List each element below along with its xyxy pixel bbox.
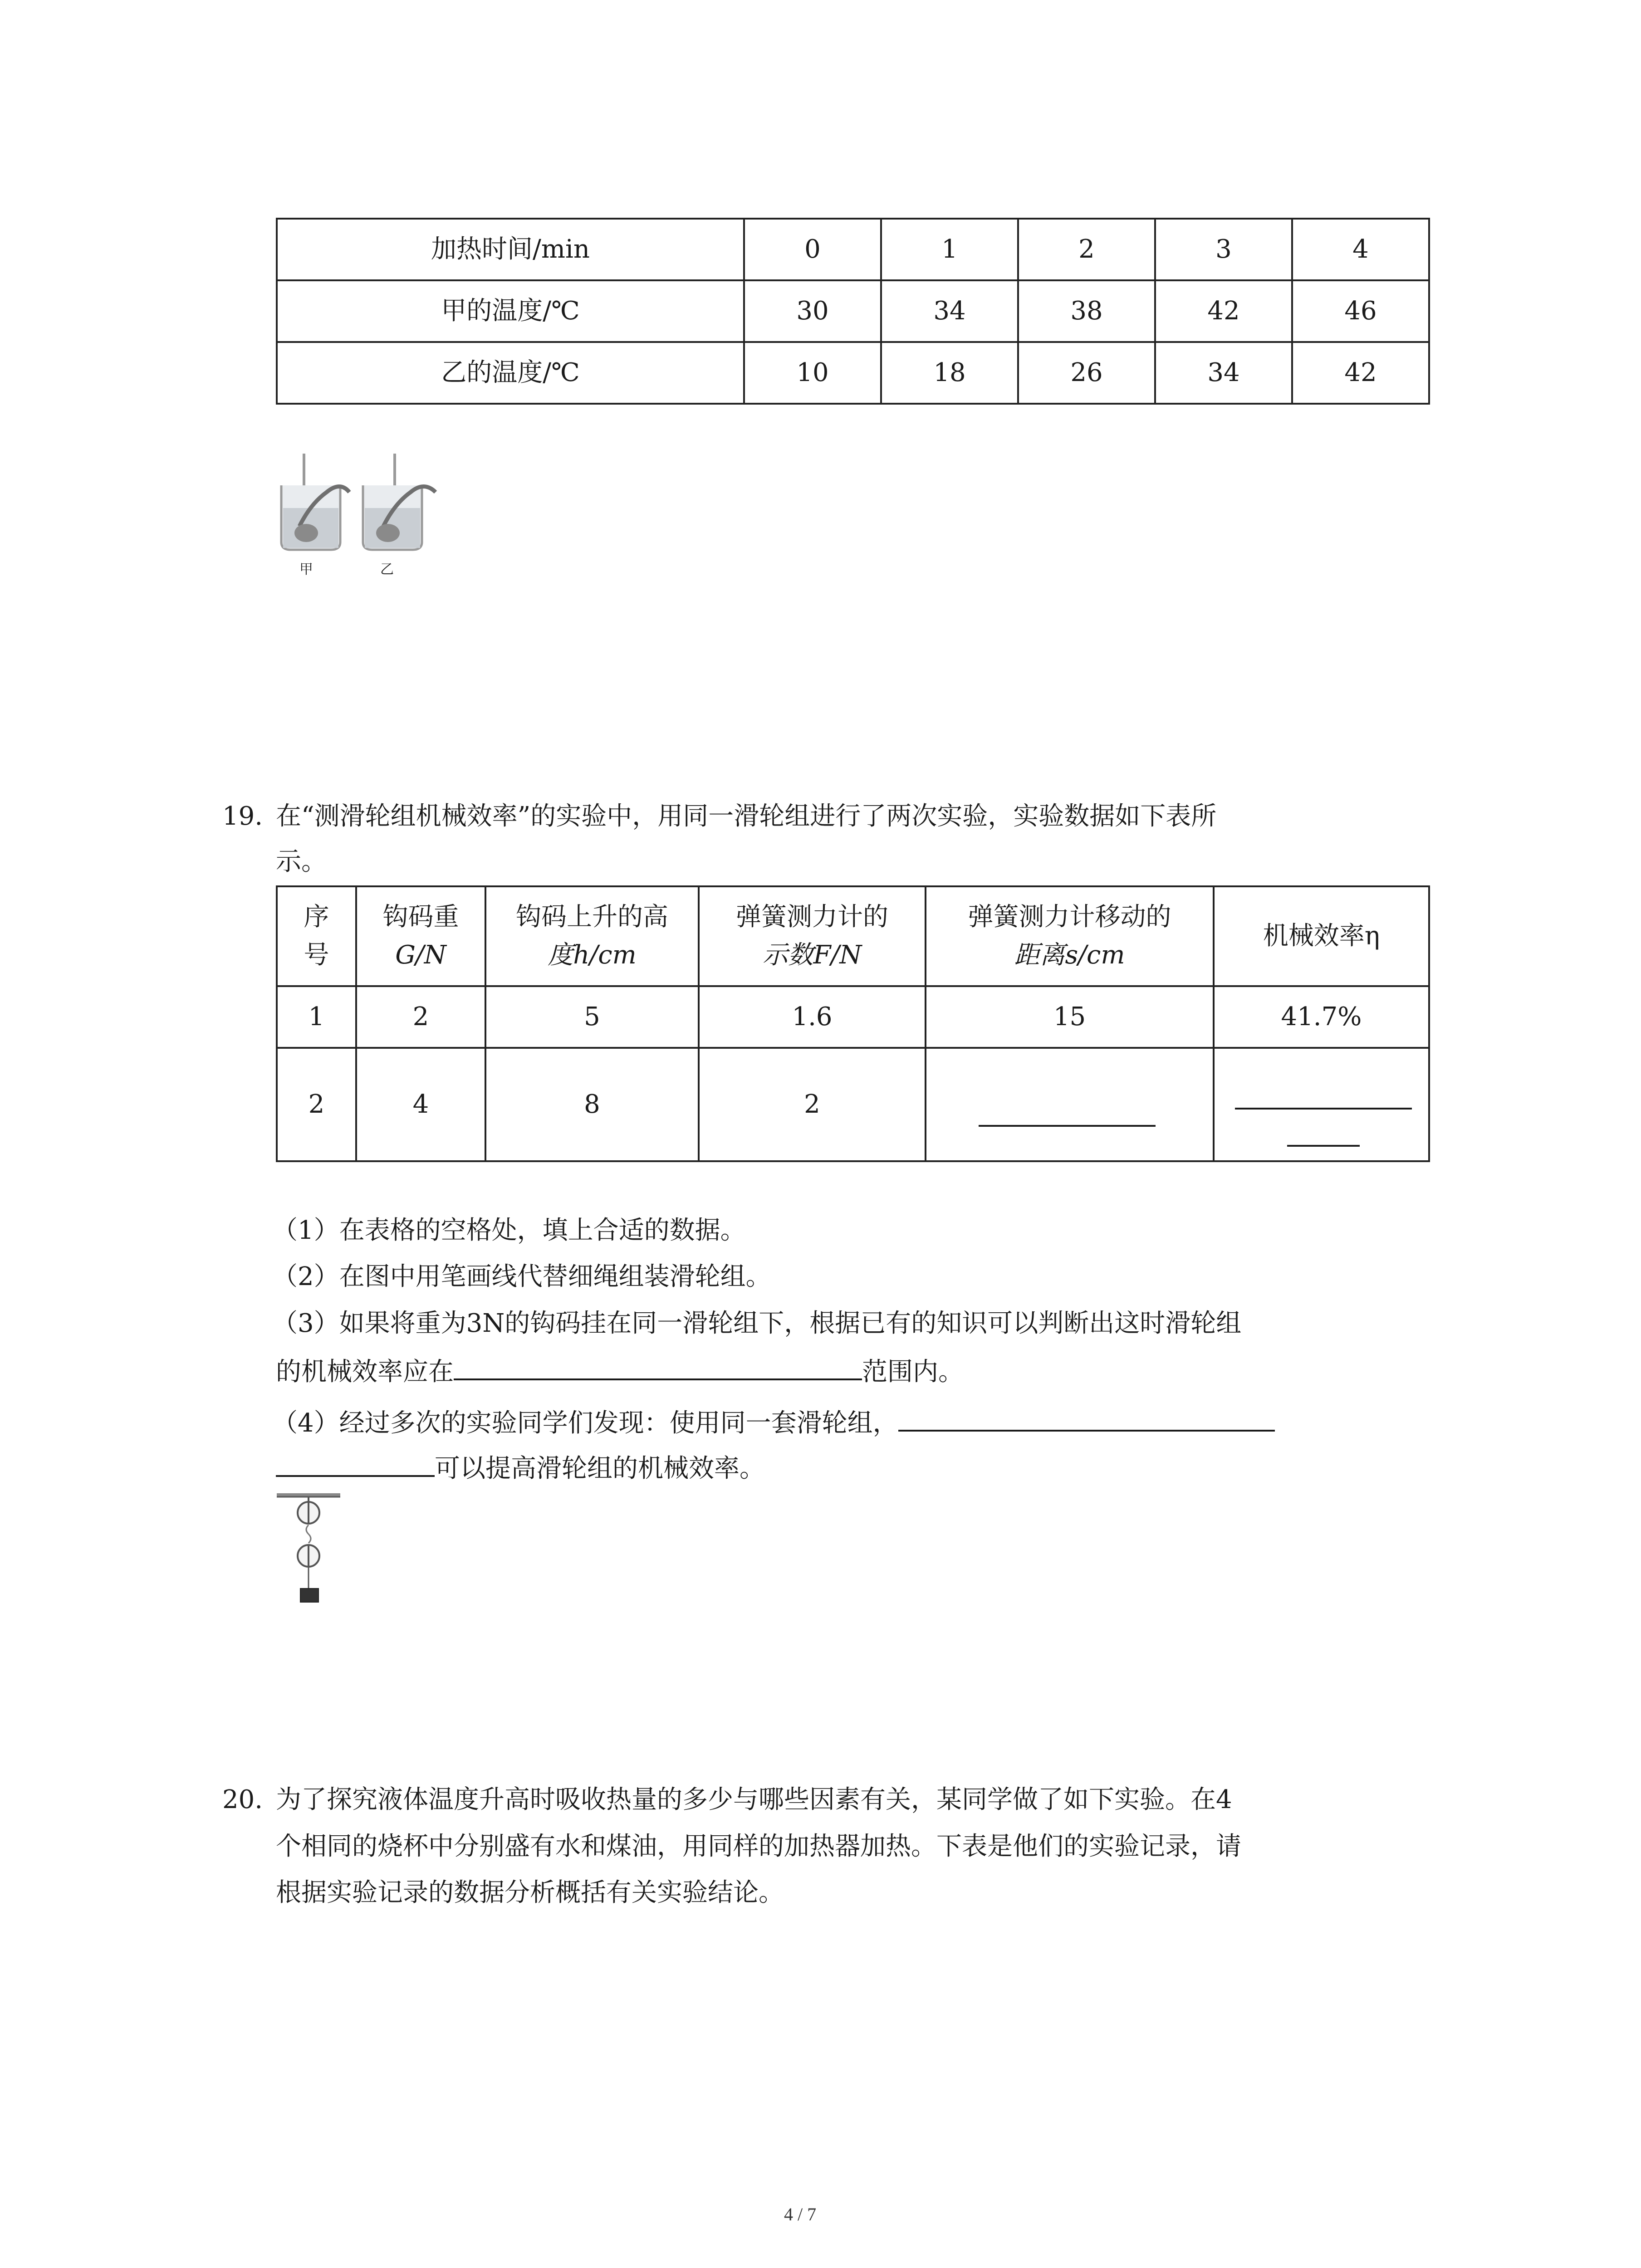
beaker-illustration	[272, 449, 445, 553]
table-cell: 15	[926, 986, 1214, 1048]
table-cell: 18	[881, 342, 1018, 404]
header-cell: 弹簧测力计的 示数F/N	[699, 886, 926, 986]
q20-number: 20.	[222, 1785, 263, 1814]
q19-number: 19.	[222, 802, 263, 831]
table-cell: 34	[881, 280, 1018, 342]
table-row	[277, 280, 1429, 342]
q19-sub4-line1: （4）经过多次的实验同学们发现：使用同一套滑轮组，	[272, 1402, 1275, 1444]
header-cell: 弹簧测力计移动的 距离s/cm	[926, 886, 1214, 986]
table-cell: 2	[1018, 219, 1155, 280]
table-cell: 8	[485, 1048, 699, 1161]
pulley-illustration	[272, 1492, 345, 1606]
blank-line	[979, 1125, 1156, 1127]
table-cell: 26	[1018, 342, 1155, 404]
table-cell: 34	[1155, 342, 1292, 404]
q19-text-line2: 示。	[276, 847, 327, 876]
row-label: 甲的温度/℃	[277, 280, 744, 342]
q19-sub2: （2）在图中用笔画线代替细绳组装滑轮组。	[272, 1262, 771, 1291]
q20-line3: 根据实验记录的数据分析概括有关实验结论。	[276, 1878, 784, 1907]
q19-sub3-line2: 的机械效率应在 范围内。	[276, 1350, 964, 1393]
row-label: 乙的温度/℃	[277, 342, 744, 404]
q19-text-line1: 在“测滑轮组机械效率”的实验中，用同一滑轮组进行了两次实验，实验数据如下表所	[276, 802, 1217, 831]
table-cell: 42	[1292, 342, 1429, 404]
blank-line	[1287, 1145, 1360, 1147]
q20-line2: 个相同的烧杯中分别盛有水和煤油，用同样的加热器加热。下表是他们的实验记录，请	[276, 1832, 1241, 1861]
q19-sub4-line2: 可以提高滑轮组的机械效率。	[276, 1447, 765, 1489]
table-cell: 5	[485, 986, 699, 1048]
table-cell: 10	[744, 342, 881, 404]
table-row	[277, 986, 1429, 1048]
table-cell: 3	[1155, 219, 1292, 280]
header-cell: 序 号	[277, 886, 356, 986]
beaker-figure	[272, 449, 445, 585]
table-cell: 4	[356, 1048, 485, 1161]
q19-sub1: （1）在表格的空格处，填上合适的数据。	[272, 1216, 746, 1245]
answer-blank-distance[interactable]	[926, 1048, 1214, 1161]
q20-line1: 为了探究液体温度升高时吸收热量的多少与哪些因素有关，某同学做了如下实验。在4	[276, 1785, 1232, 1814]
beaker-label-jia: 甲	[299, 562, 313, 577]
table-cell: 1.6	[699, 986, 926, 1048]
header-cell: 钩码上升的高 度h/cm	[485, 886, 699, 986]
table-row	[277, 342, 1429, 404]
heating-table	[276, 218, 1430, 405]
table-row	[277, 219, 1429, 280]
pulley-table	[276, 885, 1430, 1162]
table-cell: 2	[356, 986, 485, 1048]
answer-blank-method-part1[interactable]	[898, 1402, 1275, 1432]
blank-line	[1235, 1108, 1412, 1110]
table-cell: 4	[1292, 219, 1429, 280]
answer-blank-efficiency[interactable]	[1214, 1048, 1429, 1161]
beaker-label-yi: 乙	[380, 562, 394, 577]
q19-sub3-line1: （3）如果将重为3N的钩码挂在同一滑轮组下，根据已有的知识可以判断出这时滑轮组	[272, 1309, 1242, 1338]
page-number: 4 / 7	[784, 2204, 817, 2224]
header-cell: 机械效率η	[1214, 886, 1429, 986]
row-label: 加热时间/min	[277, 219, 744, 280]
table-cell: 46	[1292, 280, 1429, 342]
header-cell: 钩码重 G/N	[356, 886, 485, 986]
table-cell: 1	[881, 219, 1018, 280]
answer-blank-method-part2[interactable]	[276, 1447, 435, 1477]
table-cell: 2	[277, 1048, 356, 1161]
table-cell: 38	[1018, 280, 1155, 342]
answer-blank-range[interactable]	[454, 1350, 862, 1380]
table-cell: 42	[1155, 280, 1292, 342]
table-row	[277, 1048, 1429, 1161]
pulley-figure	[272, 1492, 345, 1606]
table-cell: 0	[744, 219, 881, 280]
table-cell: 2	[699, 1048, 926, 1161]
table-cell: 1	[277, 986, 356, 1048]
table-header-row	[277, 886, 1429, 986]
table-cell: 30	[744, 280, 881, 342]
table-cell: 41.7%	[1214, 986, 1429, 1048]
